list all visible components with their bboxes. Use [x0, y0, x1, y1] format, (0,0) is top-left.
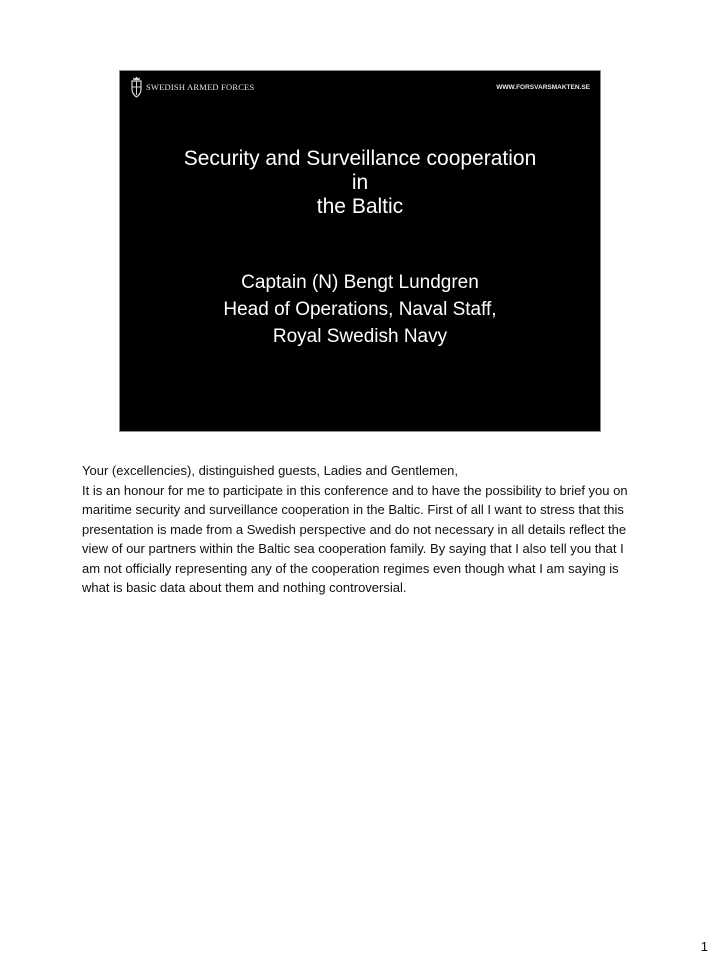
- notes-greeting: Your (excellencies), distinguished guests, Ladies and Gentlemen,: [82, 463, 459, 478]
- slide-title-line: the Baltic: [316, 195, 404, 218]
- speaker-notes: [82, 461, 642, 598]
- notes-body: It is an honour for me to participate in this conference and to have the possibility to brief you on maritime security and surveillance cooperation in the Baltic. First of all I want to stress that this presentation is made from a Swedish perspective and do not necessary in all details reflect the view of our partners within the Baltic sea cooperation family. By saying that I also tell you that I am not officially representing any of the cooperation regimes even though what I am saying is what is basic data about them and nothing controversial.: [82, 482, 628, 595]
- author-position: Head of Operations, Naval Staff,: [223, 299, 497, 320]
- author-organization: Royal Swedish Navy: [272, 326, 448, 347]
- slide-title: [120, 147, 600, 219]
- coat-of-arms-icon: [130, 76, 143, 98]
- slide-author-block: [120, 269, 600, 350]
- page-number: 1: [700, 939, 708, 954]
- organization-name: SWEDISH ARMED FORCES: [146, 82, 255, 92]
- slide-header: [120, 71, 600, 101]
- slide-title-line: in: [351, 171, 369, 194]
- slide-thumbnail: [119, 70, 601, 432]
- website-url: WWW.FORSVARSMAKTEN.SE: [496, 84, 590, 91]
- author-name: Captain (N) Bengt Lundgren: [241, 272, 479, 293]
- slide-title-line: Security and Surveillance cooperation: [183, 147, 537, 170]
